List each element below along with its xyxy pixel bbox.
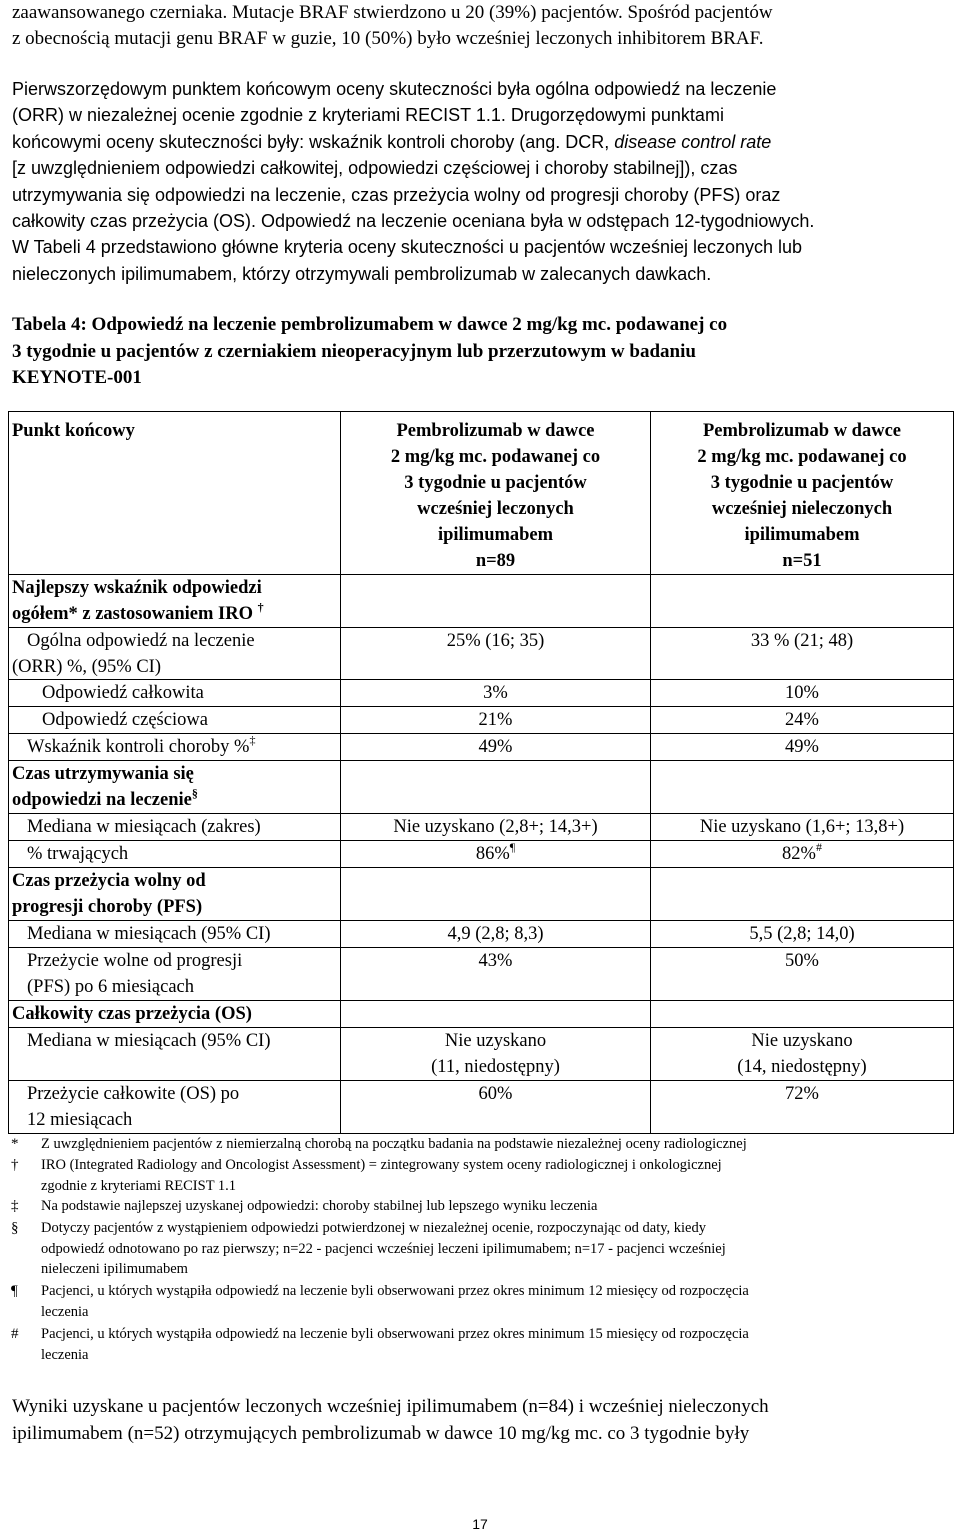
page-number: 17 [472, 1516, 488, 1532]
section-response-duration [12, 761, 198, 814]
paragraph-line [12, 129, 948, 155]
value-line: (14, niedostępny) [737, 1057, 867, 1077]
row-label-line: Ogólna odpowiedź na leczenie [27, 631, 255, 651]
footnote-line: Pacjenci, u których wystąpiła odpowiedź na leczenie byli obserwowani przez okres minimum 15 miesięcy od rozpoczęcia [41, 1326, 749, 1342]
value-text: 82% [782, 844, 816, 864]
section-os: Całkowity czas przeżycia (OS) [12, 1004, 252, 1024]
paragraph-line: nieleczonych ipilimumabem, którzy otrzymywali pembrolizumab w zalecanych dawkach. [12, 263, 712, 284]
orr-pretreated: 25% (16; 35) [446, 631, 545, 651]
footnote-symbol: * [11, 1136, 19, 1152]
footnote-mark: # [815, 840, 822, 854]
footnote-line: nieleczeni ipilimumabem [41, 1261, 188, 1277]
footnote-line: Dotyczy pacjentów z wystąpieniem odpowiedzi potwierdzonej w niezależnej ocenie, rozpoczynając od daty, kiedy [41, 1220, 706, 1236]
footnote-line: zgodnie z kryteriami RECIST 1.1 [41, 1177, 237, 1194]
value-line: Nie uzyskano [751, 1031, 853, 1051]
paragraph-text: końcowymi oceny skuteczności były: wskaźnik kontroli choroby (ang. [12, 131, 566, 152]
ongoing-naive [651, 841, 953, 868]
row-label-line: Przeżycie całkowite (OS) po [27, 1084, 240, 1104]
row-label-pfs-median: Mediana w miesiącach (95% CI) [27, 924, 271, 944]
dcr-abbreviation: DCR, [565, 131, 615, 152]
pfs-6-months-naive: 50% [785, 951, 819, 971]
header-line: 3 tygodnie u pacjentów [710, 473, 894, 493]
footnote-mark: § [191, 786, 198, 800]
footnote-symbol: ¶ [11, 1283, 18, 1299]
footnote-mark: † [257, 600, 264, 614]
row-label-line: Przeżycie wolne od progresji [27, 951, 243, 971]
row-label-pfs-6-months [27, 948, 242, 1000]
pfs-median-naive: 5,5 (2,8; 14,0) [749, 924, 855, 944]
footnote-line: Na podstawie najlepszej uzyskanej odpowiedzi: choroby stabilnej lub lepszego wyniku leczenia [41, 1198, 598, 1214]
row-label-dcr [27, 734, 255, 761]
col-header-naive [651, 418, 953, 574]
footnote-symbol: # [11, 1326, 19, 1342]
section-line: progresji choroby (PFS) [12, 897, 203, 917]
duration-median-pretreated: Nie uzyskano (2,8+; 14,3+) [393, 817, 598, 837]
footnote-line: IRO (Integrated Radiology and Oncologist Assessment) = zintegrowany system oceny radiologicznej i onkologicznej [41, 1157, 722, 1173]
paragraph-line: (ORR) w niezależnej ocenie zgodnie z kryteriami RECIST 1.1. Drugorzędowymi punktami [12, 105, 724, 126]
duration-median-naive: Nie uzyskano (1,6+; 13,8+) [699, 817, 905, 837]
header-line: 2 mg/kg mc. podawanej co [390, 447, 601, 467]
paragraph-line: całkowity czas przeżycia (OS). Odpowiedź na leczenie oceniana była w odstępach 12-tygodniowych. [12, 211, 815, 232]
footnote-text [41, 1281, 749, 1322]
table-rule [8, 411, 9, 1134]
value-line: Nie uzyskano [444, 1031, 547, 1051]
dcr-pretreated: 49% [478, 737, 513, 757]
paragraph-line: utrzymywania się odpowiedzi na leczenie, czas przeżycia wolny od progresji choroby (PFS) oraz [12, 184, 781, 205]
header-line: 2 mg/kg mc. podawanej co [697, 447, 907, 467]
os-12-months-naive: 72% [785, 1084, 819, 1104]
dcr-naive: 49% [785, 737, 819, 757]
row-label-duration-median: Mediana w miesiącach (zakres) [27, 817, 261, 837]
os-12-months-pretreated: 60% [478, 1084, 513, 1104]
section-line: odpowiedzi na leczenie [12, 790, 192, 810]
caption-line: 3 tygodnie u pacjentów z czerniakiem nieoperacyjnym lub przerzutowym w badaniu [12, 340, 696, 362]
footnote-text [41, 1324, 749, 1365]
section-line: Czas przeżycia wolny od [12, 871, 206, 891]
value-line: (11, niedostępny) [431, 1057, 560, 1077]
header-line: wcześniej nieleczonych [711, 499, 893, 519]
os-median-pretreated [341, 1028, 650, 1080]
footnote-symbol: § [11, 1220, 19, 1236]
paragraph-line: ipilimumabem (n=52) otrzymujących pembrolizumab w dawce 10 mg/kg mc. co 3 tygodnie były [12, 1422, 750, 1444]
section-pfs [12, 868, 206, 920]
row-label-orr [12, 628, 255, 680]
row-label-text: Wskaźnik kontroli choroby % [27, 737, 250, 757]
caption-line: Tabela 4: Odpowiedź na leczenie pembrolizumabem w dawce 2 mg/kg mc. podawanej co [12, 314, 728, 335]
header-line: ipilimumabem [744, 525, 860, 545]
caption-line: KEYNOTE-001 [12, 367, 142, 388]
row-label-partial-response: Odpowiedź częściowa [42, 710, 208, 730]
endpoints-paragraph [12, 76, 948, 287]
header-line: Pembrolizumab w dawce [703, 421, 901, 441]
row-label-line: (PFS) po 6 miesiącach [27, 977, 194, 997]
row-label-complete-response: Odpowiedź całkowita [42, 683, 204, 703]
header-line: ipilimumabem [437, 525, 554, 545]
section-line: ogółem* z zastosowaniem IRO [12, 604, 253, 624]
dcr-english-term: disease control rate [614, 131, 772, 152]
pfs-median-pretreated: 4,9 (2,8; 8,3) [447, 924, 544, 944]
footnote-line: leczenia [41, 1346, 89, 1363]
col-header-pretreated [341, 418, 650, 574]
row-label-os-12-months [27, 1081, 239, 1133]
closing-paragraph [12, 1394, 948, 1447]
row-label-os-median: Mediana w miesiącach (95% CI) [27, 1031, 271, 1051]
paragraph-line: [z uwzględnieniem odpowiedzi całkowitej, odpowiedzi częściowej i choroby stabilnej]), czas [12, 158, 738, 179]
value-text: 86% [475, 844, 510, 864]
orr-naive: 33 % (21; 48) [750, 631, 854, 651]
footnote-text [41, 1155, 722, 1196]
footnote-text [41, 1218, 726, 1280]
section-best-response [12, 575, 264, 628]
header-line: Pembrolizumab w dawce [396, 421, 595, 441]
os-median-naive [651, 1028, 953, 1080]
header-line: wcześniej leczonych [417, 499, 574, 519]
header-line: n=51 [782, 551, 822, 571]
table-caption [12, 312, 948, 392]
footnote-mark: ¶ [509, 840, 516, 854]
paragraph-line: Wyniki uzyskane u pacjentów leczonych wcześniej ipilimumabem (n=84) i wcześniej nieleczonych [12, 1396, 769, 1417]
partial-response-naive: 24% [785, 710, 819, 730]
paragraph-line: W Tabeli 4 przedstawiono główne kryteria oceny skuteczności u pacjentów wcześniej leczonych lub [12, 237, 803, 258]
header-line: 3 tygodnie u pacjentów [404, 473, 587, 493]
footnote-symbol: ‡ [11, 1198, 19, 1214]
complete-response-naive: 10% [785, 683, 819, 703]
row-label-line: 12 miesiącach [27, 1110, 133, 1130]
complete-response-pretreated: 3% [483, 683, 508, 703]
intro-line: z obecnością mutacji genu BRAF w guzie, 10 (50%) było wcześniej leczonych inhibitorem BRAF. [12, 28, 764, 49]
partial-response-pretreated: 21% [478, 710, 513, 730]
footnote-mark: ‡ [249, 733, 256, 747]
col-header-endpoint: Punkt końcowy [12, 421, 135, 441]
footnote-text [41, 1196, 597, 1217]
pfs-6-months-pretreated: 43% [478, 951, 513, 971]
table-rule [8, 411, 953, 412]
footnote-line: leczenia [41, 1303, 89, 1320]
intro-paragraph [12, 0, 948, 52]
row-label-line: (ORR) %, (95% CI) [12, 657, 162, 677]
section-line: Najlepszy wskaźnik odpowiedzi [12, 578, 262, 598]
footnote-line: odpowiedź odnotowano po raz pierwszy; n=22 - pacjenci wcześniej leczeni ipilimumabem; n=17 - pacjenci wcześniej [41, 1240, 726, 1257]
table-rule [953, 411, 954, 1134]
footnote-symbol: † [11, 1157, 19, 1173]
footnote-line: Z uwzględnieniem pacjentów z niemierzalną chorobą na początku badania na podstawie niezależnej oceny radiologicznej [41, 1136, 747, 1152]
row-label-ongoing: % trwających [27, 844, 129, 864]
intro-line: zaawansowanego czerniaka. Mutacje BRAF stwierdzono u 20 (39%) pacjentów. Spośród pacjentów [12, 2, 773, 23]
header-line: n=89 [475, 551, 516, 571]
ongoing-pretreated [341, 841, 650, 868]
paragraph-line: Pierwszorzędowym punktem końcowym oceny skuteczności była ogólna odpowiedź na leczenie [12, 79, 777, 99]
section-line: Czas utrzymywania się [12, 764, 194, 784]
footnote-line: Pacjenci, u których wystąpiła odpowiedź na leczenie byli obserwowani przez okres minimum 12 miesięcy od rozpoczęcia [41, 1283, 749, 1299]
footnote-text [41, 1134, 747, 1155]
